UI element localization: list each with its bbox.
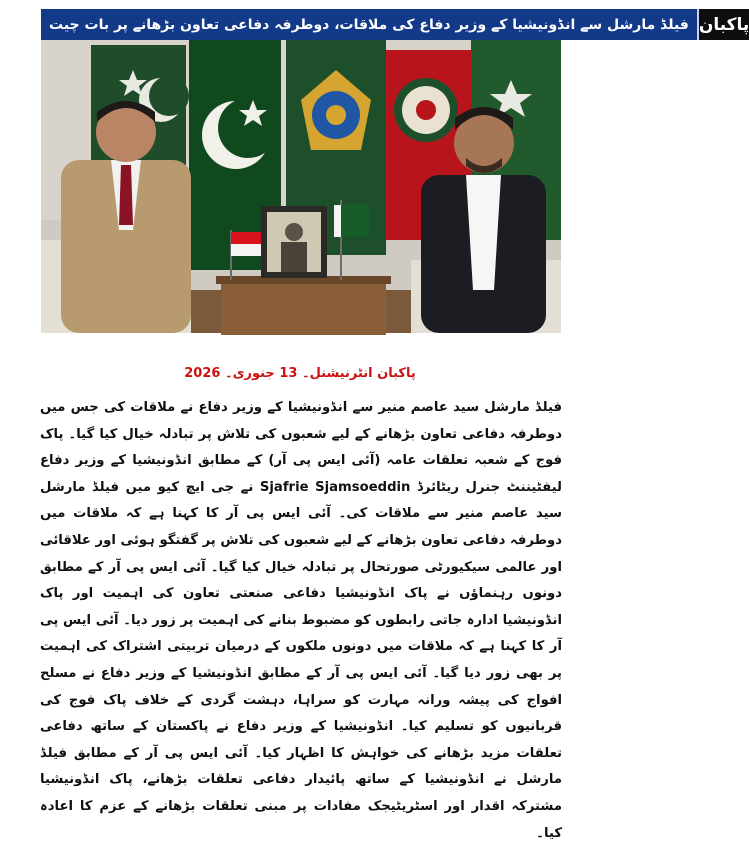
dateline: پاکبان انٹرنیشنل۔ 13 جنوری۔ 2026 <box>184 366 416 381</box>
meeting-photo <box>41 40 561 333</box>
brand-name: پاکبان <box>698 14 749 35</box>
article-body <box>40 395 562 847</box>
article-paragraph: فیلڈ مارشل سید عاصم منیر سے انڈونیشیا کے وزیر دفاع نے ملاقات کی جس میں دوطرفہ دفاعی تعاون بڑھانے کے لیے شعبوں کی تلاش پر تبادلہ خیال کیا گیا۔ پاک فوج کے شعبہ تعلقات عامہ (آئی ایس پی آر) کے مطابق انڈونیشیا کے وزیر دفاع لیفٹیننٹ جنرل ریٹائرڈ Sjafrie Sjamsoeddin نے جی ایچ کیو میں فیلڈ مارشل سید عاصم منیر سے ملاقات کی۔ آئی ایس پی آر کا کہنا ہے کہ ملاقات میں دوطرفہ دفاعی تعاون بڑھانے کے لیے شعبوں کی تلاش پر گفتگو ہوئی اور علاقائی اور عالمی سیکیورٹی صورتحال پر تبادلہ خیال کیا گیا۔ آئی ایس پی آر کے مطابق دونوں رہنماؤں نے پاک انڈونیشیا دفاعی صنعتی تعاون کی اہمیت اور پاک انڈونیشیا ادارہ جاتی رابطوں کو مضبوط بنانے کی اہمیت پر زور دیا۔ آئی ایس پی آر کا کہنا ہے کہ ملاقات میں دونوں ملکوں کے درمیان تربیتی اشتراک کی اہمیت پر بھی زور دیا گیا۔ آئی ایس پی آر کے مطابق انڈونیشیا کے وزیر دفاع نے مسلح افواج کی پیشہ ورانہ مہارت کو سراہا، دہشت گردی کے خلاف پاک فوج کی قربانیوں کو تسلیم کیا۔ انڈونیشیا کے وزیر دفاع نے پاکستان کے ساتھ دفاعی تعلقات مزید بڑھانے کی خواہش کا اظہار کیا۔ آئی ایس پی آر کے مطابق فیلڈ مارشل نے انڈونیشیا کے ساتھ پائیدار دفاعی تعلقات بڑھانے، پاک انڈونیشیا مشترکہ اقدار اور اسٹریٹیجک مفادات پر مبنی تعلقات بڑھانے کے عزم کا اعادہ کیا۔ <box>40 400 562 841</box>
meeting-photo-illustration <box>41 40 561 333</box>
brand-logo <box>697 9 749 40</box>
framed-portrait <box>261 206 327 278</box>
news-header <box>41 9 749 40</box>
side-table <box>221 280 386 335</box>
headline-bar <box>41 9 697 40</box>
headline-text: فیلڈ مارشل سے انڈونیشیا کے وزیر دفاع کی ملاقات، دوطرفہ دفاعی تعاون بڑھانے پر بات چیت <box>49 16 689 33</box>
